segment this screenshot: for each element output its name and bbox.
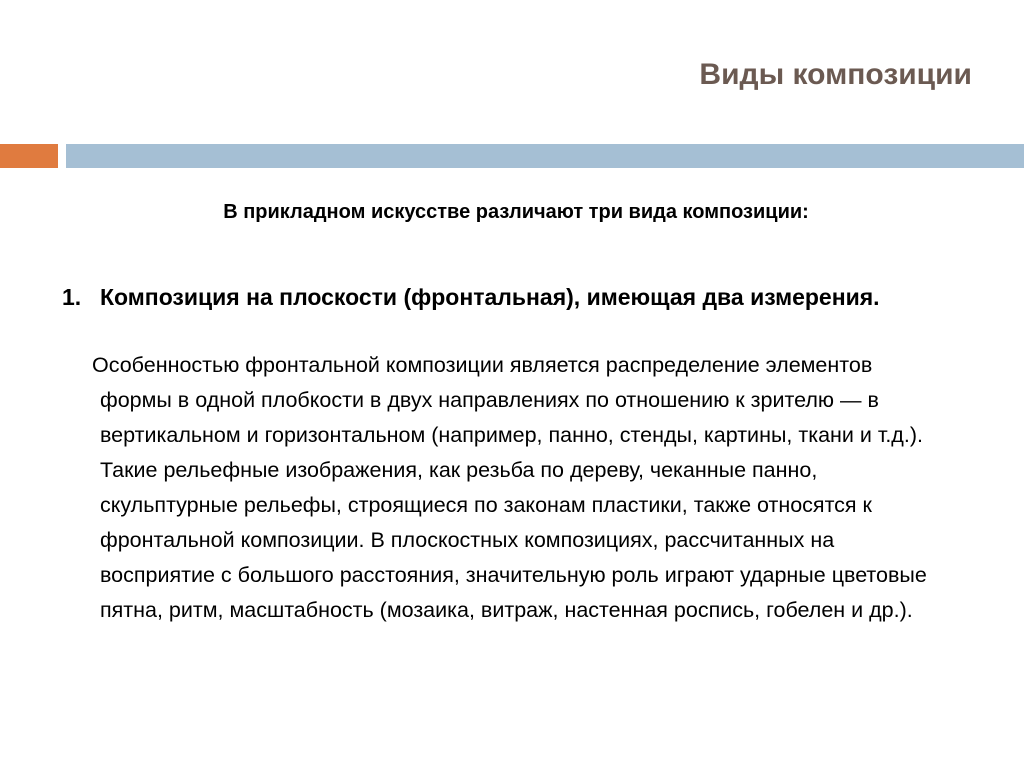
header-divider-bar (66, 144, 1024, 168)
body-paragraph: Особенностью фронтальной композиции является распределение элементов формы в одной плобкости в двух направлениях по отношению к зрителю — в вертикальном и горизонтальном (например, панно, стенды, картины, ткани и т.д.). Такие рельефные изображения, как резьба по дереву, чеканные панно, скульптурные рельефы, строящиеся по законам пластики, также относятся к фронтальной композиции. В плоскостных композициях, рассчитанных на восприятие с большого расстояния, значительную роль играют ударные цветовые пятна, ритм, масштабность (мозаика, витраж, настенная роспись, гобелен и др.). (92, 353, 927, 622)
accent-bar (0, 144, 58, 168)
list-item (62, 280, 942, 315)
list-item-number: 1. (62, 284, 82, 310)
slide-title: Виды композиции (699, 58, 972, 91)
list-item-heading: Композиция на плоскости (фронтальная), имеющая два измерения. (100, 284, 880, 310)
intro-text: В прикладном искусстве различают три вида композиции: (223, 201, 809, 223)
